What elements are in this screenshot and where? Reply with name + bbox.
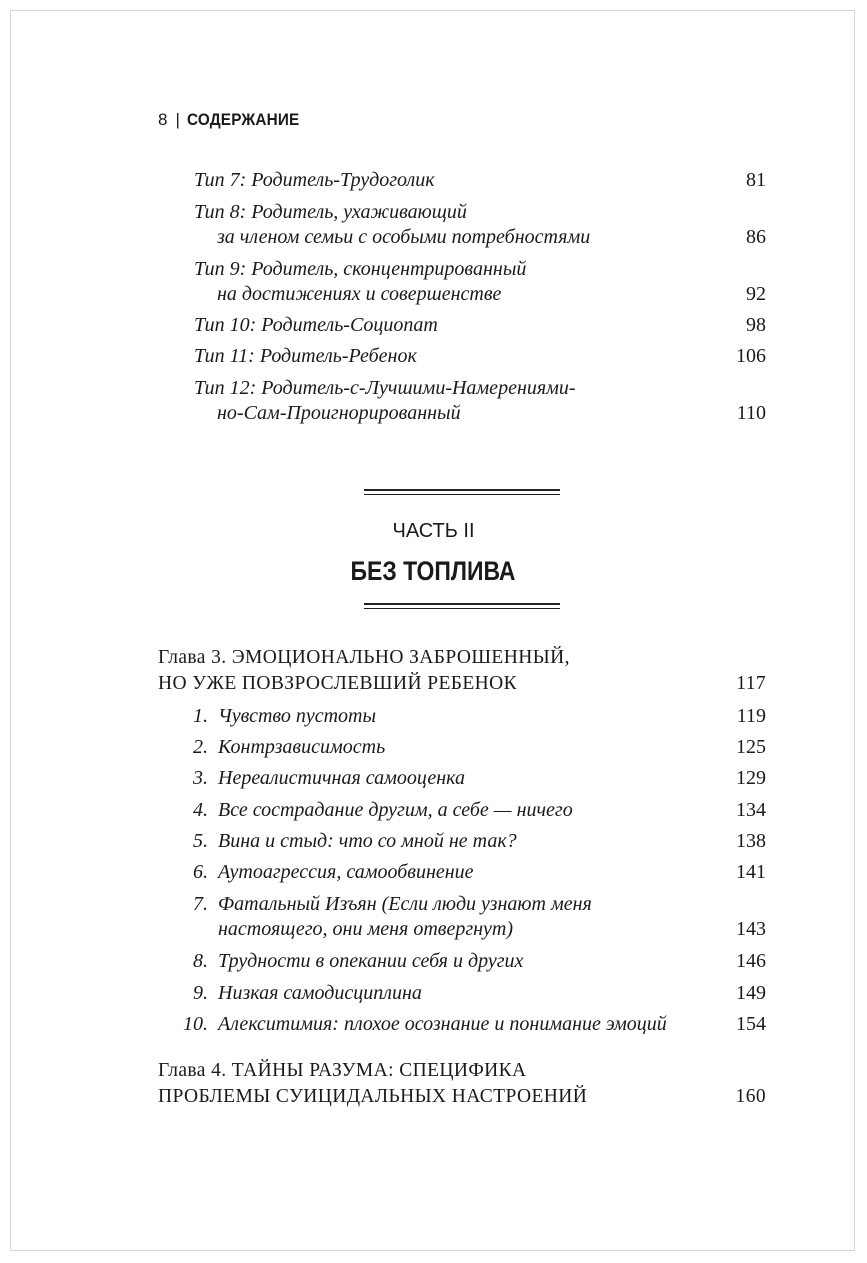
item-number: 6. [193,861,208,883]
item-page: 119 [736,705,766,727]
item-number: 5. [193,830,208,852]
item-number: 2. [193,736,208,758]
item-title: Чувство пустоты [218,705,376,727]
item-page: 134 [736,799,766,821]
item-page: 129 [736,767,766,789]
item-page: 154 [736,1013,766,1035]
chapter-title-cont: НО УЖЕ ПОВЗРОСЛЕВШИЙ РЕБЕНОК [158,673,518,694]
item-title: Вина и стыд: что со мной не так? [218,830,517,852]
item-page: 149 [736,982,766,1004]
entry-page: 106 [736,345,766,367]
item-title-cont: настоящего, они меня отвергнут) [218,918,514,940]
part-title-text: БЕЗ ТОПЛИВА [351,556,516,586]
entry-page: 98 [746,314,766,336]
page-number: 8 [158,110,168,129]
entry-title-cont: на достижениях и совершенстве [217,283,502,305]
entry-title: Тип 10: Родитель-Социопат [194,314,438,336]
item-title: Нереалистичная самооценка [218,767,466,789]
entry-title: Тип 8: Родитель, ухаживающий [194,201,467,223]
item-number: 10. [183,1013,208,1035]
header-title: СОДЕРЖАНИЕ [186,110,300,129]
item-title: Все сострадание другим, а себе — ничего [218,799,573,821]
item-number: 3. [193,767,208,789]
running-header [158,110,312,130]
entry-title: Тип 12: Родитель-с-Лучшими-Намерениями- [194,377,576,399]
entry-page: 92 [746,283,766,305]
item-title: Алекситимия: плохое осознание и понимание эмоций [218,1013,667,1035]
entry-title: Тип 7: Родитель-Трудоголик [194,169,435,191]
item-title: Низкая самодисциплина [218,982,422,1004]
item-title: Фатальный Изъян (Если люди узнают меня [218,893,592,915]
chapter-title: Глава 3. ЭМОЦИОНАЛЬНО ЗАБРОШЕННЫЙ, [158,647,570,668]
item-title: Аутоагрессия, самообвинение [218,861,474,883]
item-page: 146 [736,950,766,972]
item-number: 1. [193,705,208,727]
chapter-title: Глава 4. ТАЙНЫ РАЗУМА: СПЕЦИФИКА [158,1060,527,1081]
entry-title-cont: но-Сам-Проигнорированный [217,402,461,424]
chapter-page: 160 [735,1086,766,1107]
item-title: Контрзависимость [218,736,386,758]
chapter-page: 117 [736,673,766,694]
item-number: 7. [193,893,208,915]
item-title: Трудности в опекании себя и других [218,950,524,972]
entry-page: 86 [746,226,766,248]
chapter-title-cont: ПРОБЛЕМЫ СУИЦИДАЛЬНЫХ НАСТРОЕНИЙ [158,1086,588,1107]
item-number: 8. [193,950,208,972]
item-number: 4. [193,799,208,821]
part-rule-top [364,489,560,495]
header-separator: | [175,110,180,129]
item-number: 9. [193,982,208,1004]
part-label: ЧАСТЬ II [392,520,475,542]
item-page: 138 [736,830,766,852]
item-page: 143 [736,918,766,940]
part-rule-bottom [364,603,560,609]
entry-title-cont: за членом семьи с особыми потребностями [217,226,591,248]
item-page: 125 [736,736,766,758]
entry-page: 110 [736,402,766,424]
item-page: 141 [736,861,766,883]
part-title [0,555,867,587]
entry-page: 81 [746,169,766,191]
entry-title: Тип 11: Родитель-Ребенок [194,345,417,367]
entry-title: Тип 9: Родитель, сконцентрированный [194,258,527,280]
